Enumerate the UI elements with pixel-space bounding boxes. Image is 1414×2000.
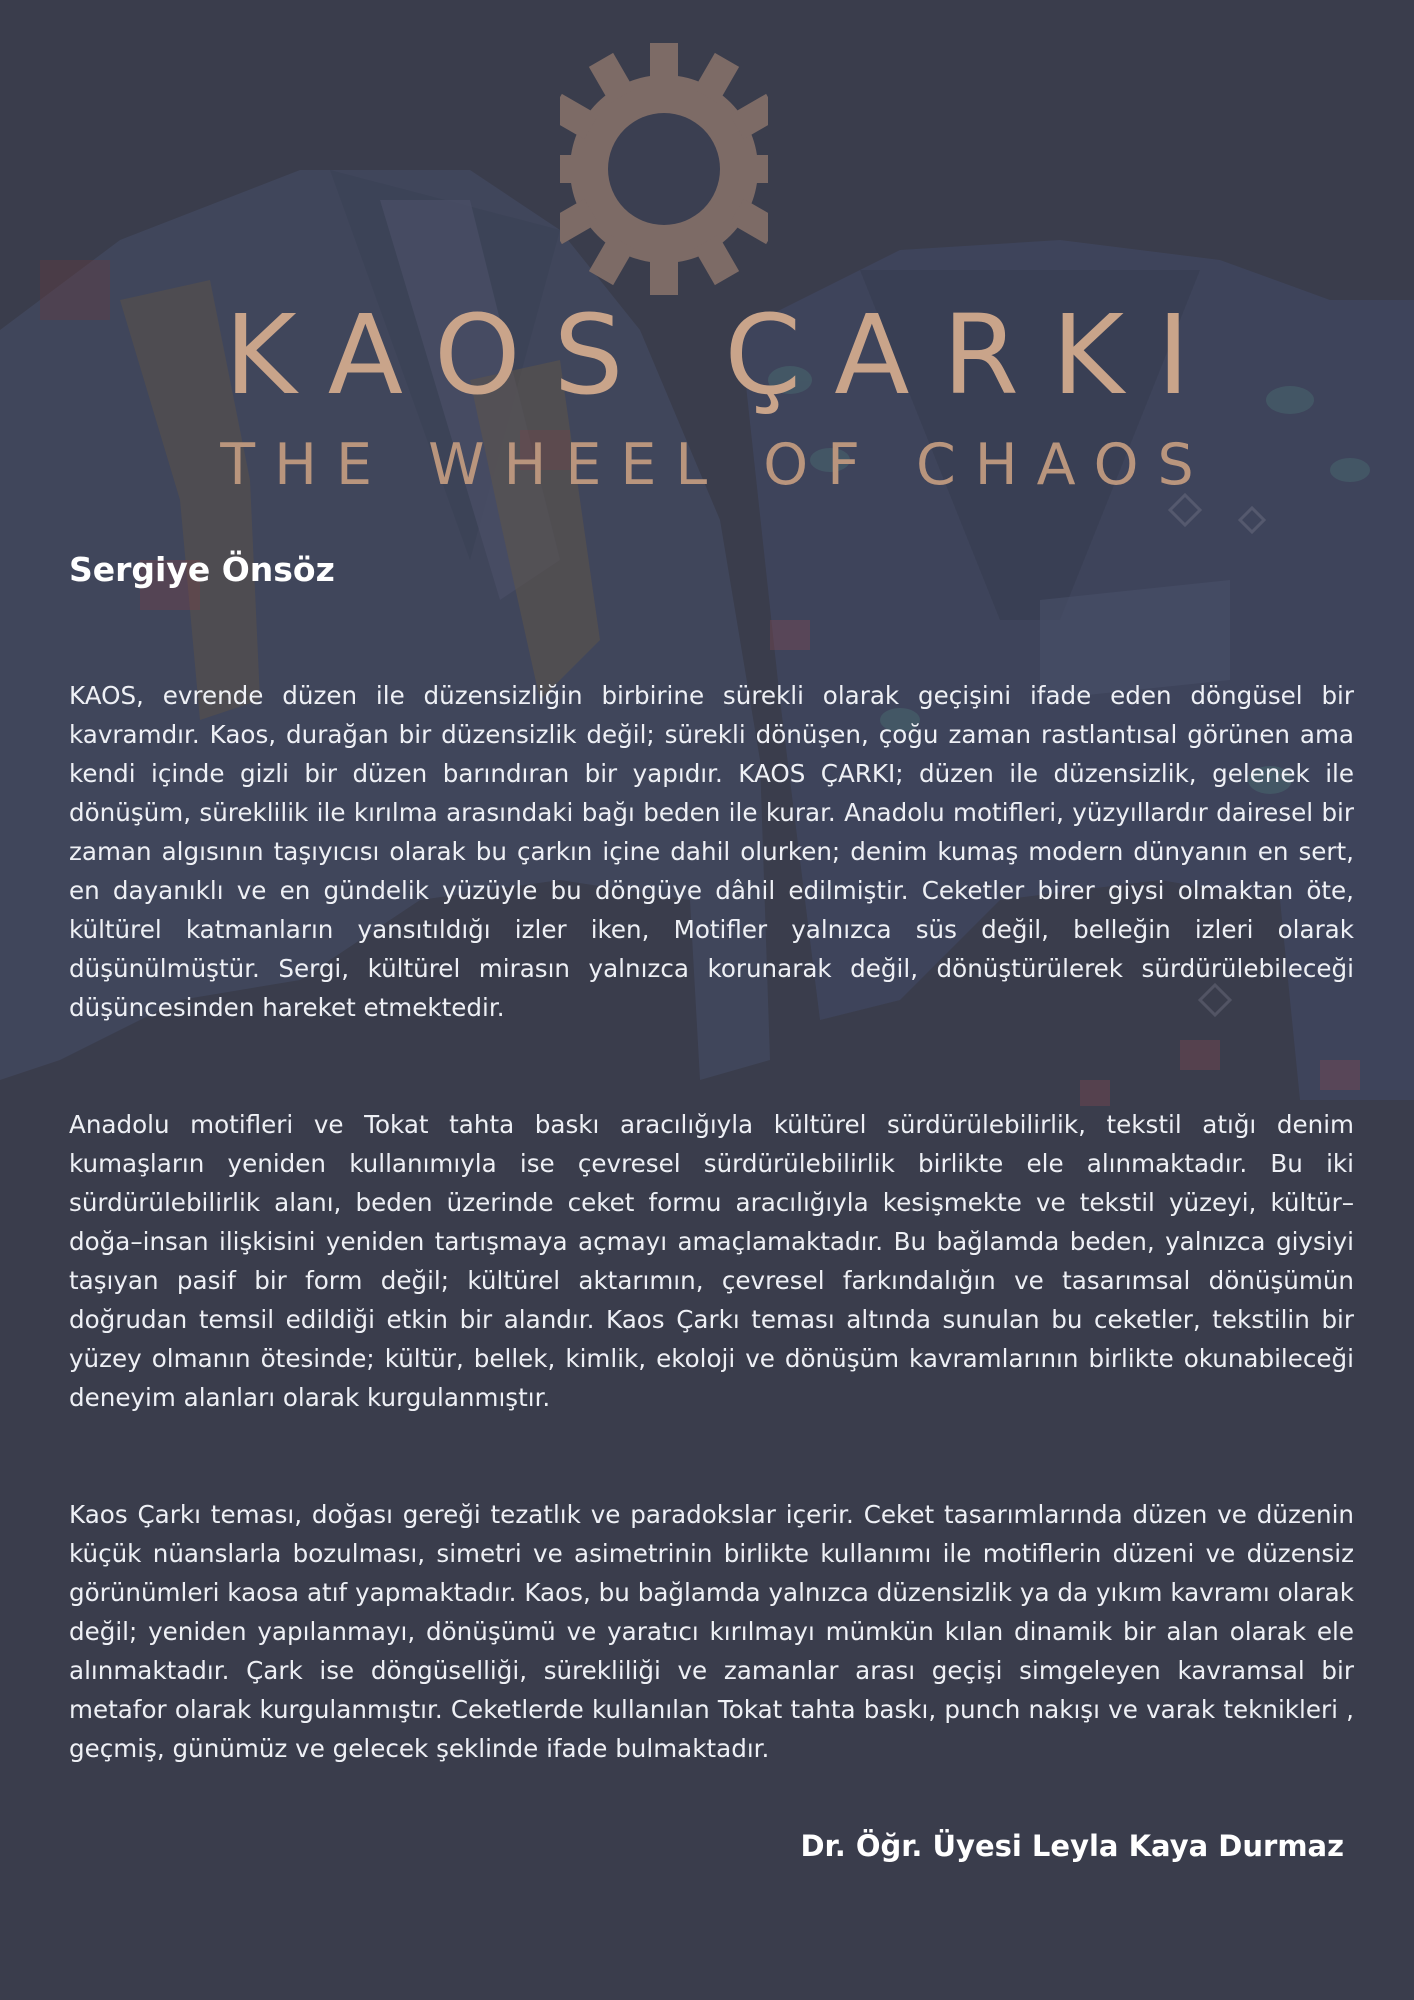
paragraph-3: Kaos Çarkı teması, doğası gereği tezatlık ve paradokslar içerir. Ceket tasarımlarında düzen ve düzenin küçük nüanslarla bozulması, simetri ve asimetrinin birlikte kullanımı ile motiflerin düzeni ve düzensiz görünümleri kaosa atıf yapmaktadır. Kaos, bu bağlamda yalnızca düzensizlik ya da yıkım kavramı olarak değil; yeniden yapılanmayı, dönüşümü ve yaratıcı kırılmayı mümkün kılan dinamik bir alan olarak ele alınmaktadır. Çark ise döngüselliği, sürekliliği ve zamanlar arası geçişi simgeleyen kavramsal bir metafor olarak kurgulanmıştır. Ceketlerde kullanılan Tokat tahta baskı, punch nakışı ve varak teknikleri , geçmiş, günümüz ve gelecek şeklinde ifade bulmaktadır. — [69, 1500, 1354, 1763]
paragraph-2: Anadolu motifleri ve Tokat tahta baskı aracılığıyla kültürel sürdürülebilirlik, tekstil atığı denim kumaşların yeniden kullanımıyla ise çevresel sürdürülebilirlik birlikte ele alınmaktadır. Bu iki sürdürülebilirlik alanı, beden üzerinde ceket formu aracılığıyla kesişmekte ve tekstil yüzeyi, kültür–doğa–insan ilişkisini yeniden tartışmaya açmayı amaçlamaktadır. Bu bağlamda beden, yalnızca giysiyi taşıyan pasif bir form değil; kültürel aktarımın, çevresel farkındalığın ve tasarımsal dönüşümün doğrudan temsil edildiği etkin bir alandır. Kaos Çarkı teması altında sunulan bu ceketler, tekstilin bir yüzey olmanın ötesinde; kültür, bellek, kimlik, ekoloji ve dönüşüm kavramlarının birlikte okunabileceği deneyim alanları olarak kurgulanmıştır. — [69, 1110, 1354, 1412]
exhibition-subtitle: THE WHEEL OF CHAOS — [220, 432, 1213, 498]
paragraph-1: KAOS, evrende düzen ile düzensizliğin birbirine sürekli olarak geçişini ifade eden döngüsel bir kavramdır. Kaos, durağan bir düzensizlik değil; sürekli dönüşen, çoğu zaman rastlantısal görünen ama kendi içinde gizli bir düzen barındıran bir yapıdır. KAOS ÇARKI; düzen ile düzensizlik, gelenek ile dönüşüm, süreklilik ile kırılma arasındaki bağı beden ile kurar. Anadolu motifleri, yüzyıllardır dairesel bir zaman algısının taşıyıcısı olarak bu çarkın içine dahil olurken; denim kumaş modern dünyanın en sert, en dayanıklı ve en gündelik yüzüyle bu döngüye dâhil edilmiştir. Ceketler birer giysi olmaktan öte, kültürel katmanların yansıtıldığı izler iken, Motifler yalnızca süs değil, belleğin izleri olarak düşünülmüştür. Sergi, kültürel mirasın yalnızca korunarak değil, dönüştürülerek sürdürülebileceği düşüncesinden hareket etmektedir. — [69, 681, 1354, 1022]
section-heading: Sergiye Önsöz — [69, 550, 335, 589]
author-signature: Dr. Öğr. Üyesi Leyla Kaya Durmaz — [800, 1829, 1344, 1863]
exhibition-title: KAOS ÇARKI — [224, 291, 1223, 419]
gear-icon — [560, 25, 768, 295]
